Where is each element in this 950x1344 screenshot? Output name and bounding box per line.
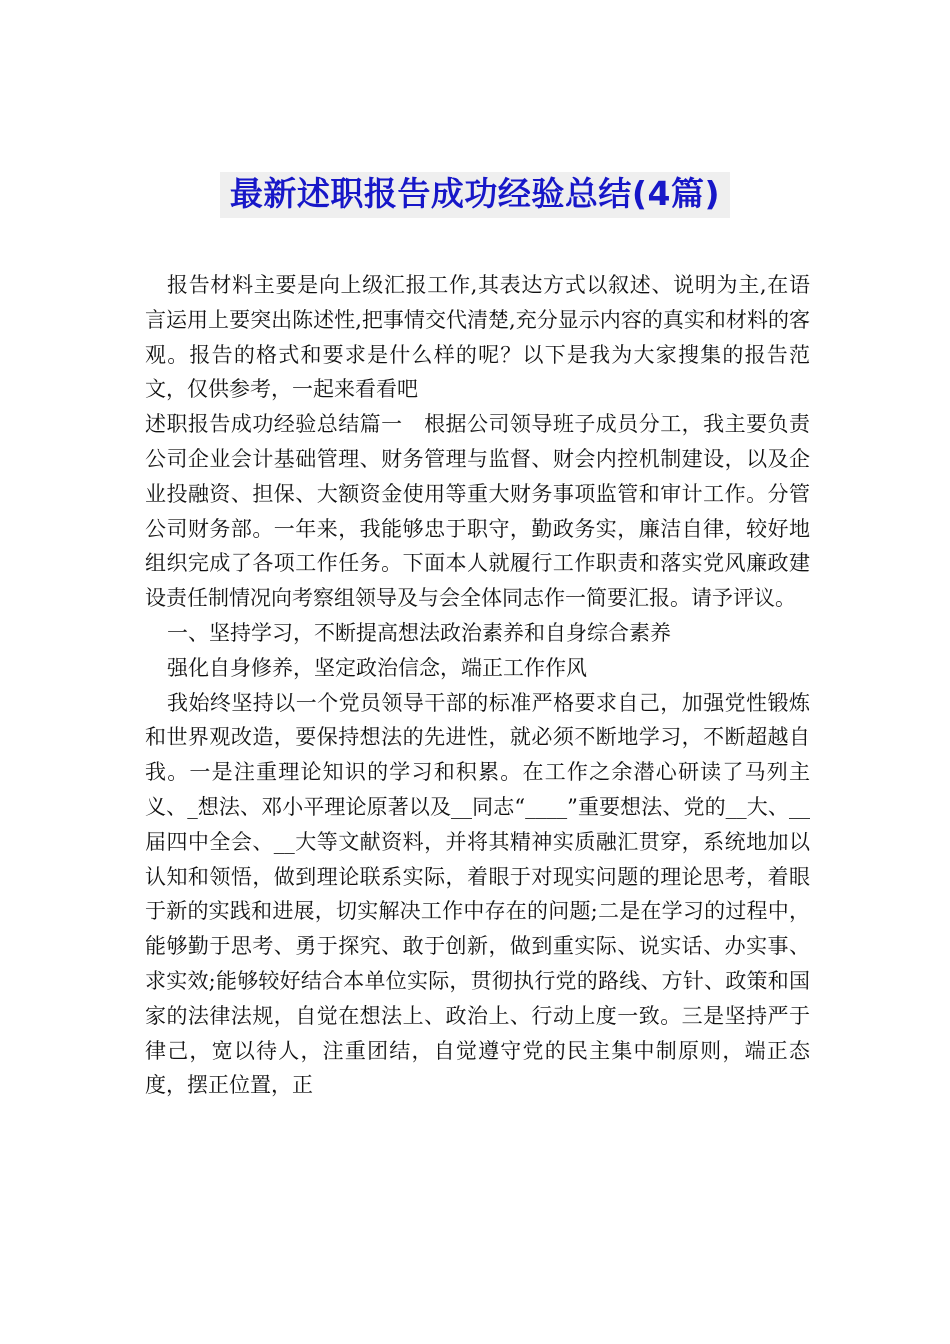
heading-study: 一、坚持学习，不断提高想法政治素养和自身综合素养: [167, 620, 671, 645]
subheading-self-cultivation: 强化自身修养，坚定政治信念，端正工作作风: [167, 655, 587, 680]
document-body: [145, 268, 810, 1103]
title-container: [0, 172, 950, 218]
body-paragraph-study: 我始终坚持以一个党员领导干部的标准严格要求自己，加强党性锻炼和世界观改造，要保持想法的先进性，就必须不断地学习，不断超越自我。一是注重理论知识的学习和积累。在工作之余潜心研读了马列主义、_想法、邓小平理论原著以及__同志“____”重要想法、党的__大、__届四中全会、__大等文献资料，并将其精神实质融汇贯穿，系统地加以认知和领悟，做到理论联系实际，着眼于对现实问题的理论思考，着眼于新的实践和进展，切实解决工作中存在的问题;二是在学习的过程中，能够勤于思考、勇于探究、敢于创新，做到重实际、说实话、办实事、求实效;能够较好结合本单位实际，贯彻执行党的路线、方针、政策和国家的法律法规，自觉在想法上、政治上、行动上度一致。三是坚持严于律己，宽以待人，注重团结，自觉遵守党的民主集中制原则，端正态度，摆正位置，正: [145, 690, 810, 1098]
section-one-paragraph: 述职报告成功经验总结篇一 根据公司领导班子成员分工，我主要负责公司企业会计基础管理、财务管理与监督、财会内控机制建设，以及企业投融资、担保、大额资金使用等重大财务事项监管和审计工作。分管公司财务部。一年来，我能够忠于职守，勤政务实，廉洁自律，较好地组织完成了各项工作任务。下面本人就履行工作职责和落实党风廉政建设责任制情况向考察组领导及与会全体同志作一简要汇报。请予评议。: [145, 412, 810, 611]
document-title: 最新述职报告成功经验总结(4篇): [220, 172, 730, 218]
intro-paragraph: 报告材料主要是向上级汇报工作,其表达方式以叙述、说明为主,在语言运用上要突出陈述性,把事情交代清楚,充分显示内容的真实和材料的客观。报告的格式和要求是什么样的呢？以下是我为大家搜集的报告范文，仅供参考，一起来看看吧: [145, 273, 810, 402]
